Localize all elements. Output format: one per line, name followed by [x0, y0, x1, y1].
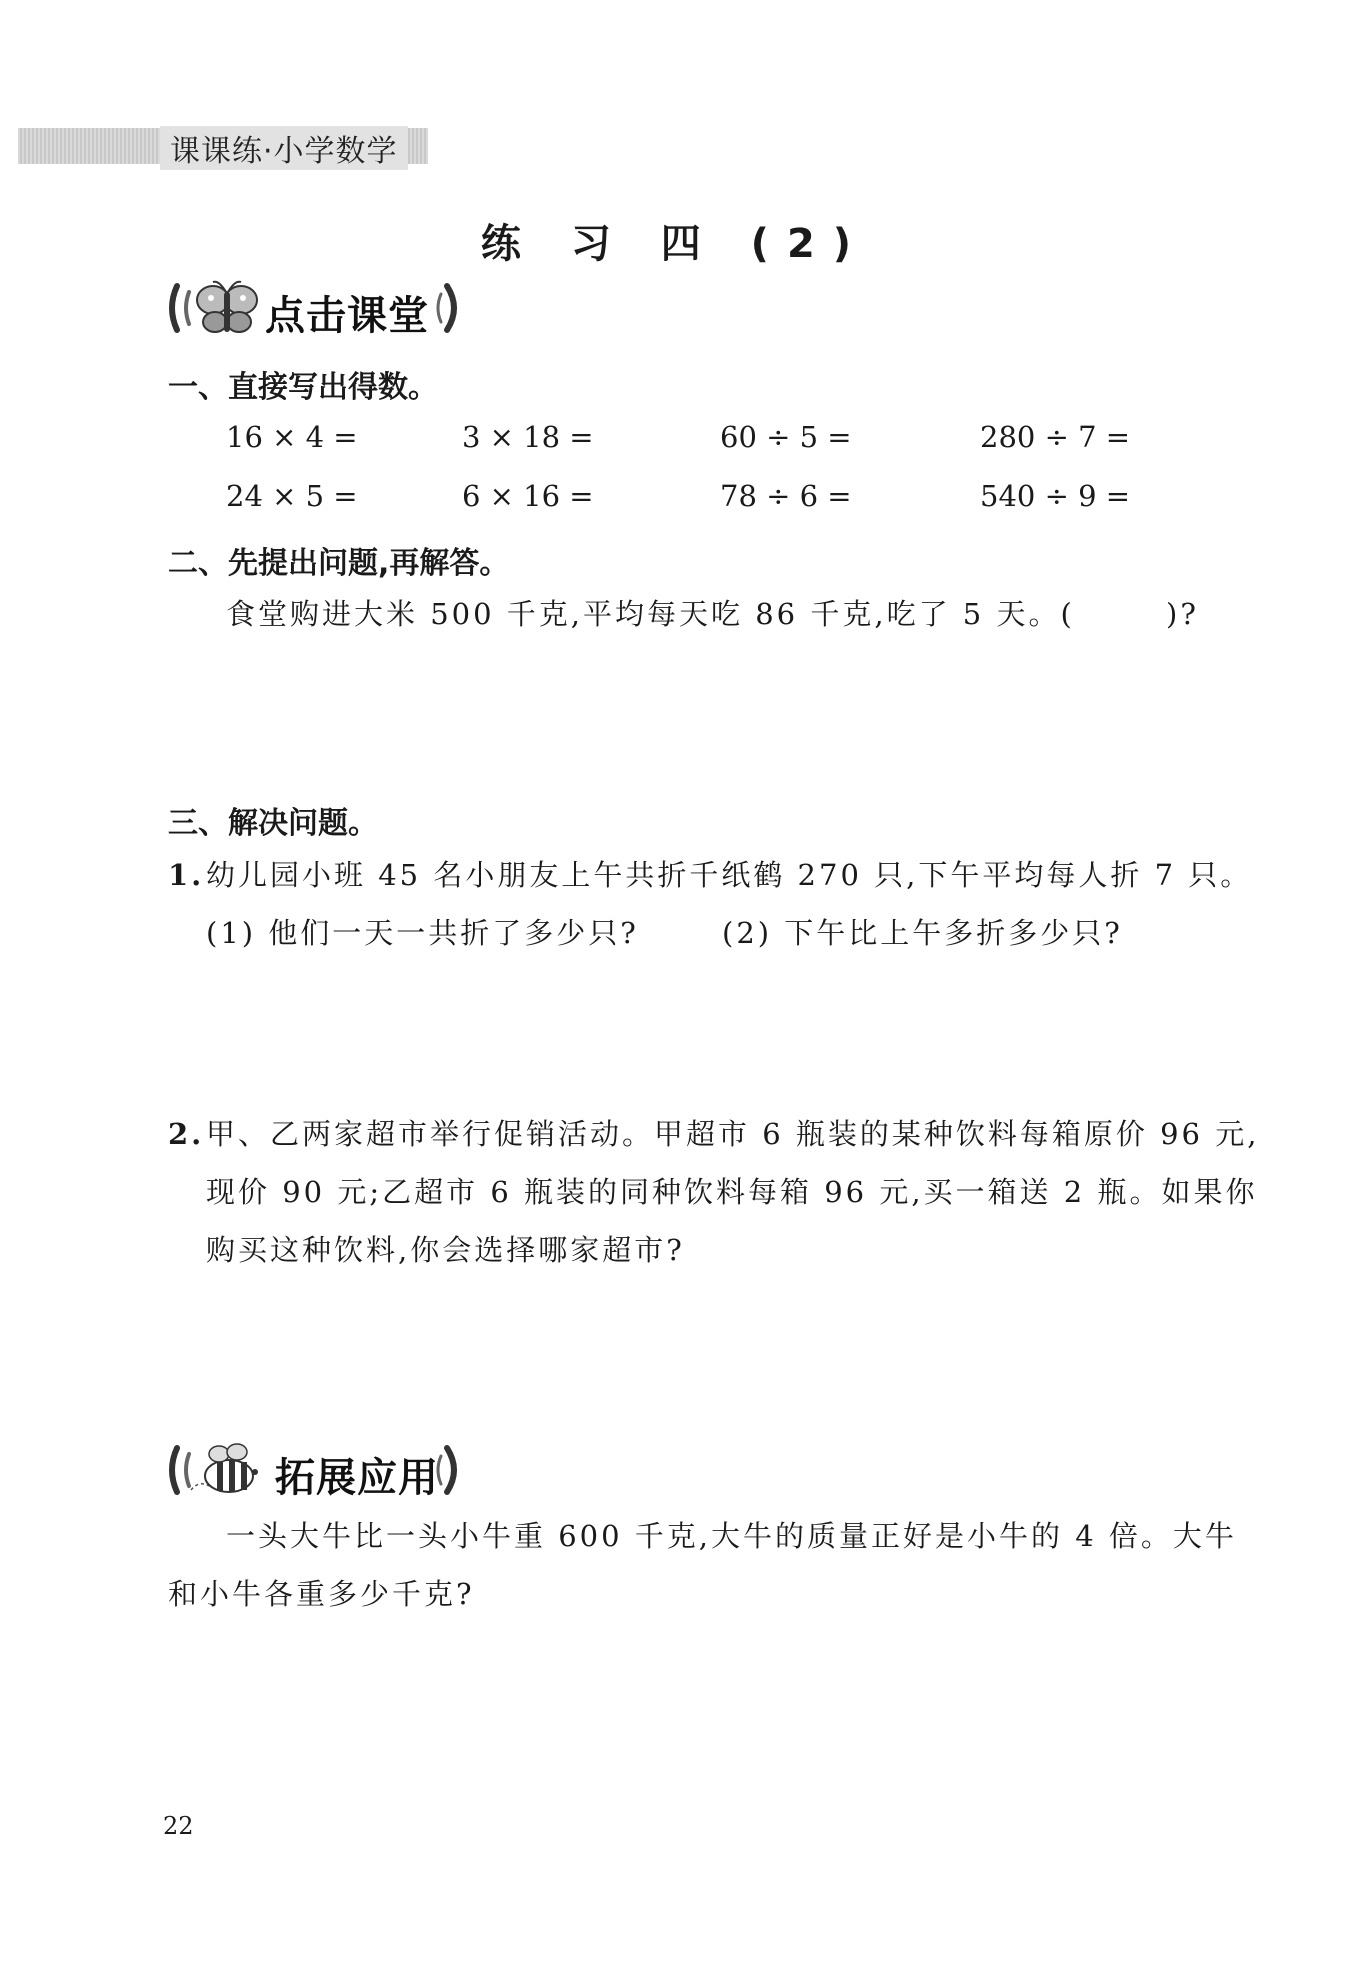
- answer-blank-close: )?: [1166, 597, 1199, 631]
- q1-sub1: (1) 他们一天一共折了多少只?: [206, 916, 639, 950]
- section3-heading: 三、解决问题。: [168, 806, 378, 841]
- banner-classroom-label: 点击课堂: [265, 293, 429, 339]
- q2-number: 2.: [168, 1117, 205, 1151]
- section2-heading: 二、先提出问题,再解答。: [168, 546, 510, 581]
- book-title: 课课练·小学数学: [160, 126, 408, 170]
- calc-item: 3 × 18 =: [462, 420, 594, 454]
- calc-item: 540 ÷ 9 =: [980, 479, 1131, 513]
- section1-heading: 一、直接写出得数。: [168, 370, 438, 405]
- q1-sub2: (2) 下午比上午多折多少只?: [722, 916, 1123, 950]
- calc-item: 16 × 4 =: [226, 420, 358, 454]
- bee-icon: [189, 1440, 269, 1500]
- page-number: 22: [163, 1812, 194, 1840]
- q1-number: 1.: [168, 858, 205, 892]
- q2-line1: 甲、乙两家超市举行促销活动。甲超市 6 瓶装的某种饮料每箱原价 96 元,: [206, 1117, 1260, 1151]
- banner-classroom: [165, 278, 465, 338]
- section2-problem: 食堂购进大米 500 千克,平均每天吃 86 千克,吃了 5 天。(: [226, 597, 1075, 631]
- extension-line1: 一头大牛比一头小牛重 600 千克,大牛的质量正好是小牛的 4 倍。大牛: [226, 1519, 1237, 1553]
- calc-item: 280 ÷ 7 =: [980, 420, 1131, 454]
- calc-item: 78 ÷ 6 =: [720, 479, 852, 513]
- butterfly-icon: [193, 278, 263, 338]
- calc-item: 6 × 16 =: [462, 479, 594, 513]
- calc-item: 24 × 5 =: [226, 479, 358, 513]
- page-title: 练 习 四 (2): [480, 221, 870, 267]
- extension-line2: 和小牛各重多少千克?: [168, 1577, 475, 1611]
- q2-line2: 现价 90 元;乙超市 6 瓶装的同种饮料每箱 96 元,买一箱送 2 瓶。如果你: [206, 1175, 1258, 1209]
- banner-extension-label: 拓展应用: [275, 1455, 439, 1501]
- calc-item: 60 ÷ 5 =: [720, 420, 852, 454]
- q2-line3: 购买这种饮料,你会选择哪家超市?: [206, 1233, 685, 1267]
- banner-extension: [165, 1440, 465, 1500]
- q1-text: 幼儿园小班 45 名小朋友上午共折千纸鹤 270 只,下午平均每人折 7 只。: [206, 858, 1253, 892]
